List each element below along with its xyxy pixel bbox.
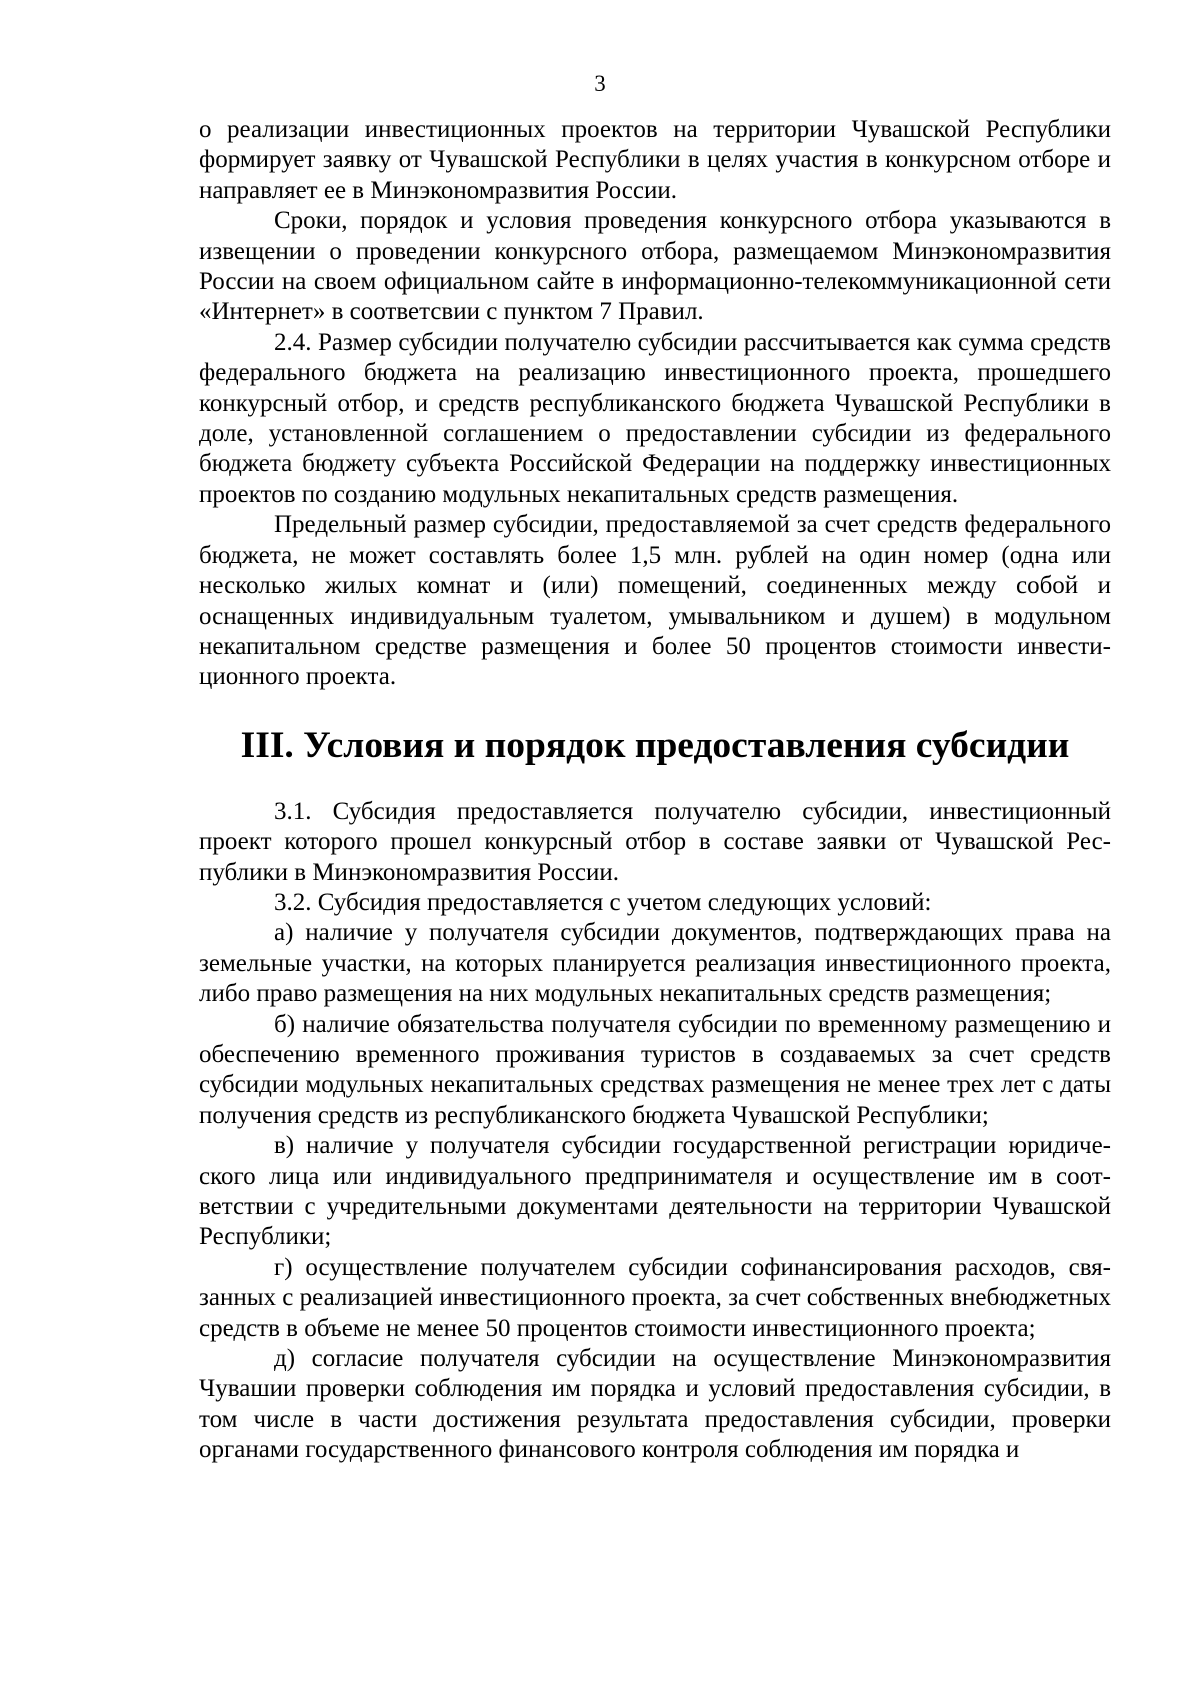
condition-g: г) осуществление получателем субсидии софинансирования расходов, связанных с реализацией инвестиционного проекта, за счет собственных внебюджетных средств в объеме не менее 50 процентов стоимости инвестиционного проекта; — [199, 1253, 1111, 1342]
condition-a: а) наличие у получателя субсидии документов, подтверждающих права на земельные участки, на которых планируется реализация инвестиционного проекта, либо право размещения на них модульных некапитальных средств размещения; — [199, 919, 1111, 1008]
condition-b: б) наличие обязательства получателя субсидии по временному размещению и обеспечению временного проживания туристов в создаваемых за счет средств субсидии модульных некапитальных средствах размещения не менее трех лет с даты получения средств из республиканского бюджета Чувашской Республики; — [199, 1010, 1111, 1129]
paragraph-2-4-subsidy-amount: 2.4. Размер субсидии получателю субсидии рассчитывается как сумма средств федерального бюджета на реализацию инвестиционного проекта, прошедшего конкурсный отбор, и средств республиканского бюджета Чувашской Республики в доле, установленной соглашением о предоставлении субсидии из федерального бюджета бюджету субъекта Российской Федерации на поддержку инвестиционных проектов по созданию модульных некапитальных средств размещения. — [199, 328, 1111, 508]
document-body — [199, 115, 1111, 1466]
condition-d: д) согласие получателя субсидии на осуществление Минэкономразвития Чувашии проверки соблюдения им порядка и условий предоставления субсидии, в том числе в части достижения результата предоставления субсидии, проверки органами государственного финансового контроля соблюдения им порядка и — [199, 1345, 1111, 1464]
paragraph-3-1: 3.1. Субсидия предоставляется получателю субсидии, инвестиционный проект которого прошел конкурсный отбор в составе заявки от Чувашской Республики в Минэкономразвития России. — [199, 797, 1111, 886]
paragraph-continuation: о реализации инвестиционных проектов на территории Чувашской Республики формирует заявку от Чувашской Республики в целях участия в конкурсном отборе и направляет ее в Минэкономразвития России. — [199, 116, 1111, 204]
condition-v: в) наличие у получателя субсидии государственной регистрации юридического лица или индивидуального предпринимателя и осуществление им в соответствии с учредительными документами деятельности на территории Чувашской Республики; — [199, 1132, 1111, 1251]
paragraph-selection-terms: Сроки, порядок и условия проведения конкурсного отбора указываются в извещении о проведении конкурсного отбора, размещаемом Минэкономразвития России на своем официальном сайте в информационно-телекоммуникационной сети «Интернет» в соответсвии с пунктом 7 Правил. — [199, 207, 1111, 326]
paragraph-3-2: 3.2. Субсидия предоставляется с учетом следующих условий: — [274, 888, 932, 916]
page-number: 3 — [594, 71, 606, 96]
section-3-heading: III. Условия и порядок предоставления субсидии — [240, 724, 1070, 766]
paragraph-subsidy-limit: Предельный размер субсидии, предоставляемой за счет средств федерального бюджета, не может составлять более 1,5 млн. рублей на один номер (одна или несколько жилых комнат и (или) помещений, соединенных между собой и оснащенных индивидуальным туалетом, умывальником и душем) в модульном некапитальном средстве размещения и более 50 процентов стоимости инвестиционного проекта. — [199, 511, 1111, 691]
